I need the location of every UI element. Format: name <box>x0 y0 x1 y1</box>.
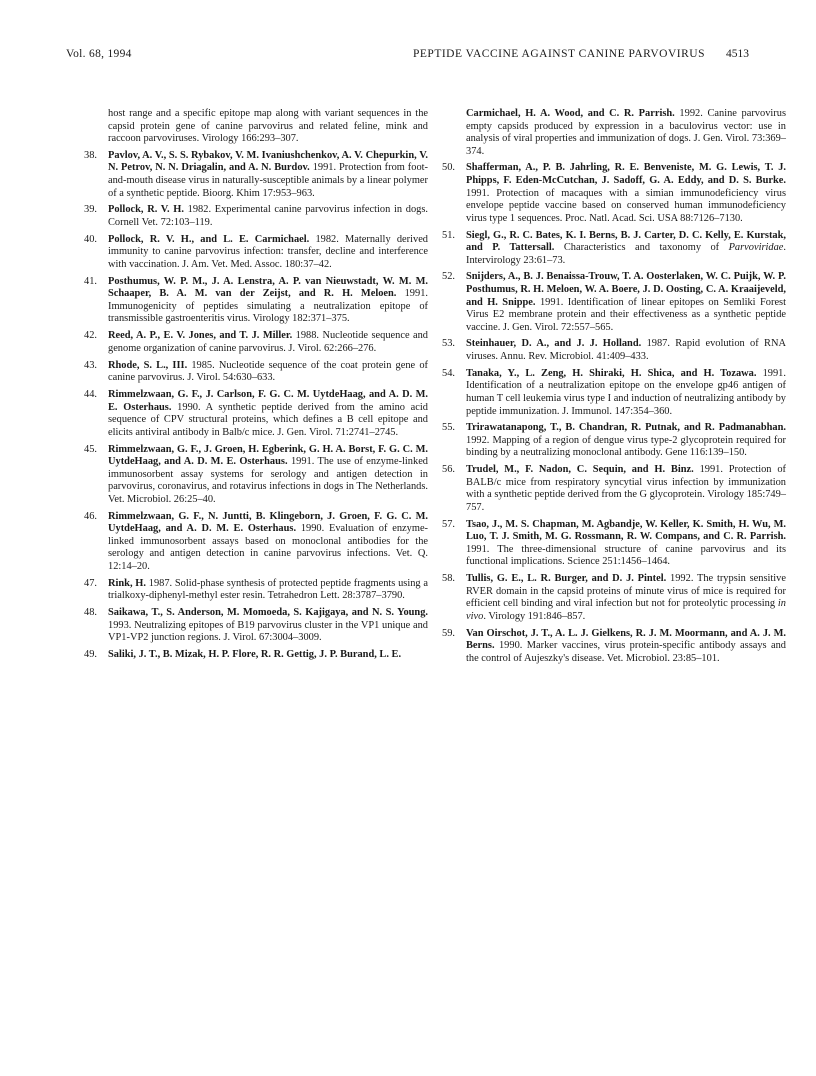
reference-authors: Rimmelzwaan, G. F., N. Juntti, B. Klingeborn, J. Groen, F. G. C. M. UytdeHaag, and A. D. M. E. Osterhaus. <box>108 510 428 535</box>
reference-item <box>442 464 786 514</box>
reference-italic: in vivo <box>466 598 786 622</box>
reference-number: 39. <box>84 204 97 216</box>
reference-number: 53. <box>442 338 455 350</box>
reference-number: 50. <box>442 162 455 174</box>
reference-number: 48. <box>84 606 97 618</box>
reference-number: 57. <box>442 518 455 530</box>
reference-text: 1985. Nucleotide sequence of the coat protein gene of canine parvovirus. J. Virol. 54:630–633. <box>108 359 428 384</box>
reference-number: 42. <box>84 330 97 342</box>
reference-number: 49. <box>84 648 97 660</box>
reference-number: 47. <box>84 577 97 589</box>
reference-authors: Trirawatanapong, T., B. Chandran, R. Putnak, and R. Padmanabhan. <box>466 422 786 434</box>
reference-item <box>84 150 428 200</box>
reference-item <box>84 360 428 385</box>
reference-text: 1987. Solid-phase synthesis of protected peptide fragments using a trialkoxy-diphenyl-methyl ester resin. Tetrahedron Lett. 28:3787–3790. <box>108 577 428 602</box>
reference-continuation <box>84 108 428 146</box>
reference-authors: Reed, A. P., E. V. Jones, and T. J. Miller. <box>108 330 293 342</box>
reference-text: 1991. Protection from foot-and-mouth disease virus in naturally-susceptible animals by a linear polymer of a synthetic peptide. Bioorg. Khim 17:953–963. <box>108 162 428 199</box>
journal-volume: Vol. 68, 1994 <box>66 48 132 60</box>
reference-text: 1991. Identification of a neutralization epitope on the envelope gp46 antigen of human T cell leukemia virus type I and induction of neutralizing antibody by peptide immunization. J. Immunol. 147:354–360. <box>466 367 786 417</box>
reference-text: 1990. Marker vaccines, virus protein-specific antibody assays and the control of Aujeszky's disease. Vet. Microbiol. 23:85–101. <box>466 640 786 664</box>
reference-text-after: . Virology 191:846–857. <box>483 610 586 622</box>
reference-text: 1991. The use of enzyme-linked immunosorbent assay systems for serology and antigen detection in parvovirus, coronavirus, and rotavirus infections in dogs in The Netherlands. Vet. Microbiol. 26:25–40. <box>108 456 429 505</box>
reference-authors: Steinhauer, D. A., and J. J. Holland. <box>466 338 642 350</box>
reference-authors: Snijders, A., B. J. Benaissa-Trouw, T. A. Oosterlaken, W. C. Puijk, W. P. Posthumus, R. H. Meloen, W. A. Boere, J. D. Oosting, C. A. Kraaijeveld, and H. Snippe. <box>466 271 786 308</box>
left-reference-list <box>84 150 428 662</box>
reference-text: 1992. Canine parvovirus empty capsids produced by expression in a baculovirus vector: use in analysis of viral properties and immunization of dogs. J. Gen. Virol. 73:369–374. <box>466 108 786 157</box>
reference-authors: Siegl, G., R. C. Bates, K. I. Berns, B. J. Carter, D. C. Kelly, E. Kurstak, and P. Tattersall. <box>466 229 786 254</box>
reference-text: 1982. Maternally derived immunity to canine parvovirus infection: transfer, decline and interference with vaccination. J. Am. Vet. Med. Assoc. 180:37–42. <box>108 233 429 270</box>
reference-item <box>84 276 428 326</box>
reference-text: 1992. The trypsin sensitive RVER domain in the capsid proteins of minute virus of mice is required for efficient cell binding and viral infection but not for proteolytic processing <box>466 573 786 610</box>
reference-authors: Pavlov, A. V., S. S. Rybakov, V. M. Ivaniushchenkov, A. V. Chepurkin, V. N. Petrov, N. N. Driagalin, and A. N. Burdov. <box>108 149 428 174</box>
reference-item <box>84 511 428 574</box>
reference-number: 51. <box>442 229 455 241</box>
reference-text: 1990. A synthetic peptide derived from the amino acid sequence of CPV structural proteins, which defines a B cell epitope and elicits antiviral antibody in Balb/c mice. J. Gen. Virol. 71:2741–2745. <box>108 401 428 438</box>
reference-text: 1990. Evaluation of enzyme-linked immunosorbent assays based on monoclonal antibodies for the serology and antigen detection in canine parvovirus infections. Vet. Q. 12:14–20. <box>108 523 429 572</box>
right-reference-list <box>442 162 786 665</box>
reference-authors: Trudel, M., F. Nadon, C. Sequin, and H. Binz. <box>466 464 694 476</box>
reference-item <box>442 162 786 225</box>
reference-number: 56. <box>442 464 455 476</box>
reference-text: 1987. Rapid evolution of RNA viruses. Annu. Rev. Microbiol. 41:409–433. <box>466 338 786 363</box>
reference-text: host range and a specific epitope map along with variant sequences in the capsid protein gene of canine parvovirus and related feline, mink and raccoon parvoviruses. Virology 166:293–307. <box>108 108 428 145</box>
reference-text: 1991. Immunogenicity of peptides simulating a neutralization epitope of transmissible gastroenteritis virus. Virology 182:371–375. <box>108 288 428 325</box>
left-column <box>84 108 428 666</box>
reference-number: 45. <box>84 443 97 455</box>
reference-number: 44. <box>84 389 97 401</box>
reference-item <box>84 389 428 439</box>
reference-authors: Shafferman, A., P. B. Jahrling, R. E. Benveniste, M. G. Lewis, T. J. Phipps, F. Eden-McCutchan, J. Sadoff, G. A. Eddy, and D. S. Burke. <box>466 162 786 187</box>
reference-text: 1992. Mapping of a region of dengue virus type-2 glycoprotein required for binding by a neutralizing monoclonal antibody. Gene 116:139–150. <box>466 434 786 459</box>
reference-text: Characteristics and taxonomy of <box>563 242 720 254</box>
reference-authors: Rink, H. <box>108 577 146 589</box>
reference-authors: Saikawa, T., S. Anderson, M. Momoeda, S. Kajigaya, and N. S. Young. <box>108 606 428 618</box>
reference-authors: Tullis, G. E., L. R. Burger, and D. J. Pintel. <box>466 573 667 585</box>
reference-item <box>442 271 786 334</box>
reference-continuation <box>442 108 786 158</box>
reference-number: 52. <box>442 271 455 283</box>
reference-item <box>442 628 786 666</box>
reference-italic: Parvoviridae <box>728 242 784 254</box>
reference-item <box>84 204 428 229</box>
reference-text: 1982. Experimental canine parvovirus infection in dogs. Cornell Vet. 72:103–119. <box>108 204 428 228</box>
running-title: PEPTIDE VACCINE AGAINST CANINE PARVOVIRUS <box>413 48 705 60</box>
page-number: 4513 <box>726 48 749 60</box>
reference-item <box>442 368 786 418</box>
reference-number: 59. <box>442 627 455 639</box>
page-header <box>66 48 749 66</box>
reference-item <box>442 519 786 569</box>
reference-text: 1991. Protection of BALB/c mice from respiratory syncytial virus infection by immunization with a synthetic peptide derived from the G glycoprotein. Virology 185:749–757. <box>466 464 786 513</box>
reference-number: 54. <box>442 367 455 379</box>
reference-number: 55. <box>442 422 455 434</box>
reference-authors: Posthumus, W. P. M., J. A. Lenstra, A. P. van Nieuwstadt, W. M. M. Schaaper, B. A. M. van der Zeijst, and R. H. Meloen. <box>108 275 428 300</box>
reference-number: 43. <box>84 359 97 371</box>
reference-item <box>442 230 786 268</box>
reference-number: 40. <box>84 233 97 245</box>
reference-authors: Pollock, R. V. H. <box>108 204 184 216</box>
reference-text: 1993. Neutralizing epitopes of B19 parvovirus cluster in the VP1 unique and VP1-VP2 junction regions. J. Virol. 67:3004–3009. <box>108 619 428 644</box>
reference-text-after: . Intervirology 23:61–73. <box>466 242 786 266</box>
reference-authors: Saliki, J. T., B. Mizak, H. P. Flore, R. R. Gettig, J. P. Burand, L. E. <box>108 648 402 660</box>
reference-item <box>84 578 428 603</box>
reference-authors: Van Oirschot, J. T., A. L. J. Gielkens, R. J. M. Moormann, and A. J. M. Berns. <box>466 627 786 652</box>
reference-authors: Rimmelzwaan, G. F., J. Groen, H. Egberink, G. H. A. Borst, F. G. C. M. UytdeHaag, and A. D. M. E. Osterhaus. <box>108 443 428 468</box>
reference-text: 1988. Nucleotide sequence and genome organization of canine parvovirus. J. Virol. 62:266–276. <box>108 330 428 354</box>
reference-authors: Tsao, J., M. S. Chapman, M. Agbandje, W. Keller, K. Smith, H. Wu, M. Luo, T. J. Smith, M. G. Rossmann, R. W. Compans, and C. R. Parrish. <box>466 518 786 543</box>
reference-number: 38. <box>84 149 97 161</box>
reference-item <box>442 338 786 363</box>
reference-item <box>442 422 786 460</box>
reference-number: 58. <box>442 573 455 585</box>
reference-item <box>84 649 428 662</box>
reference-item <box>84 234 428 272</box>
reference-text: 1991. The three-dimensional structure of canine parvovirus and its functional implications. Science 251:1456–1464. <box>466 543 786 568</box>
reference-item <box>442 573 786 623</box>
reference-text: 1991. Protection of macaques with a simian immunodeficiency virus envelope peptide vaccine based on conserved human immunodeficiency virus type 1 sequences. Proc. Natl. Acad. Sci. USA 88:7126–7130. <box>466 187 786 224</box>
reference-number: 46. <box>84 510 97 522</box>
reference-authors: Rhode, S. L., III. <box>108 359 188 371</box>
reference-authors: Pollock, R. V. H., and L. E. Carmichael. <box>108 233 310 245</box>
reference-item <box>84 607 428 645</box>
right-column <box>442 108 786 670</box>
reference-authors: Rimmelzwaan, G. F., J. Carlson, F. G. C. M. UytdeHaag, and A. D. M. E. Osterhaus. <box>108 389 428 413</box>
reference-authors: Tanaka, Y., L. Zeng, H. Shiraki, H. Shica, and H. Tozawa. <box>466 367 757 379</box>
reference-item <box>84 444 428 507</box>
reference-text: 1991. Identification of linear epitopes on Semliki Forest Virus E2 membrane protein and their effectiveness as a synthetic peptide vaccine. J. Gen. Virol. 72:557–565. <box>466 296 786 333</box>
reference-item <box>84 330 428 355</box>
reference-authors: Carmichael, H. A. Wood, and C. R. Parrish. <box>466 108 675 119</box>
reference-number: 41. <box>84 275 97 287</box>
